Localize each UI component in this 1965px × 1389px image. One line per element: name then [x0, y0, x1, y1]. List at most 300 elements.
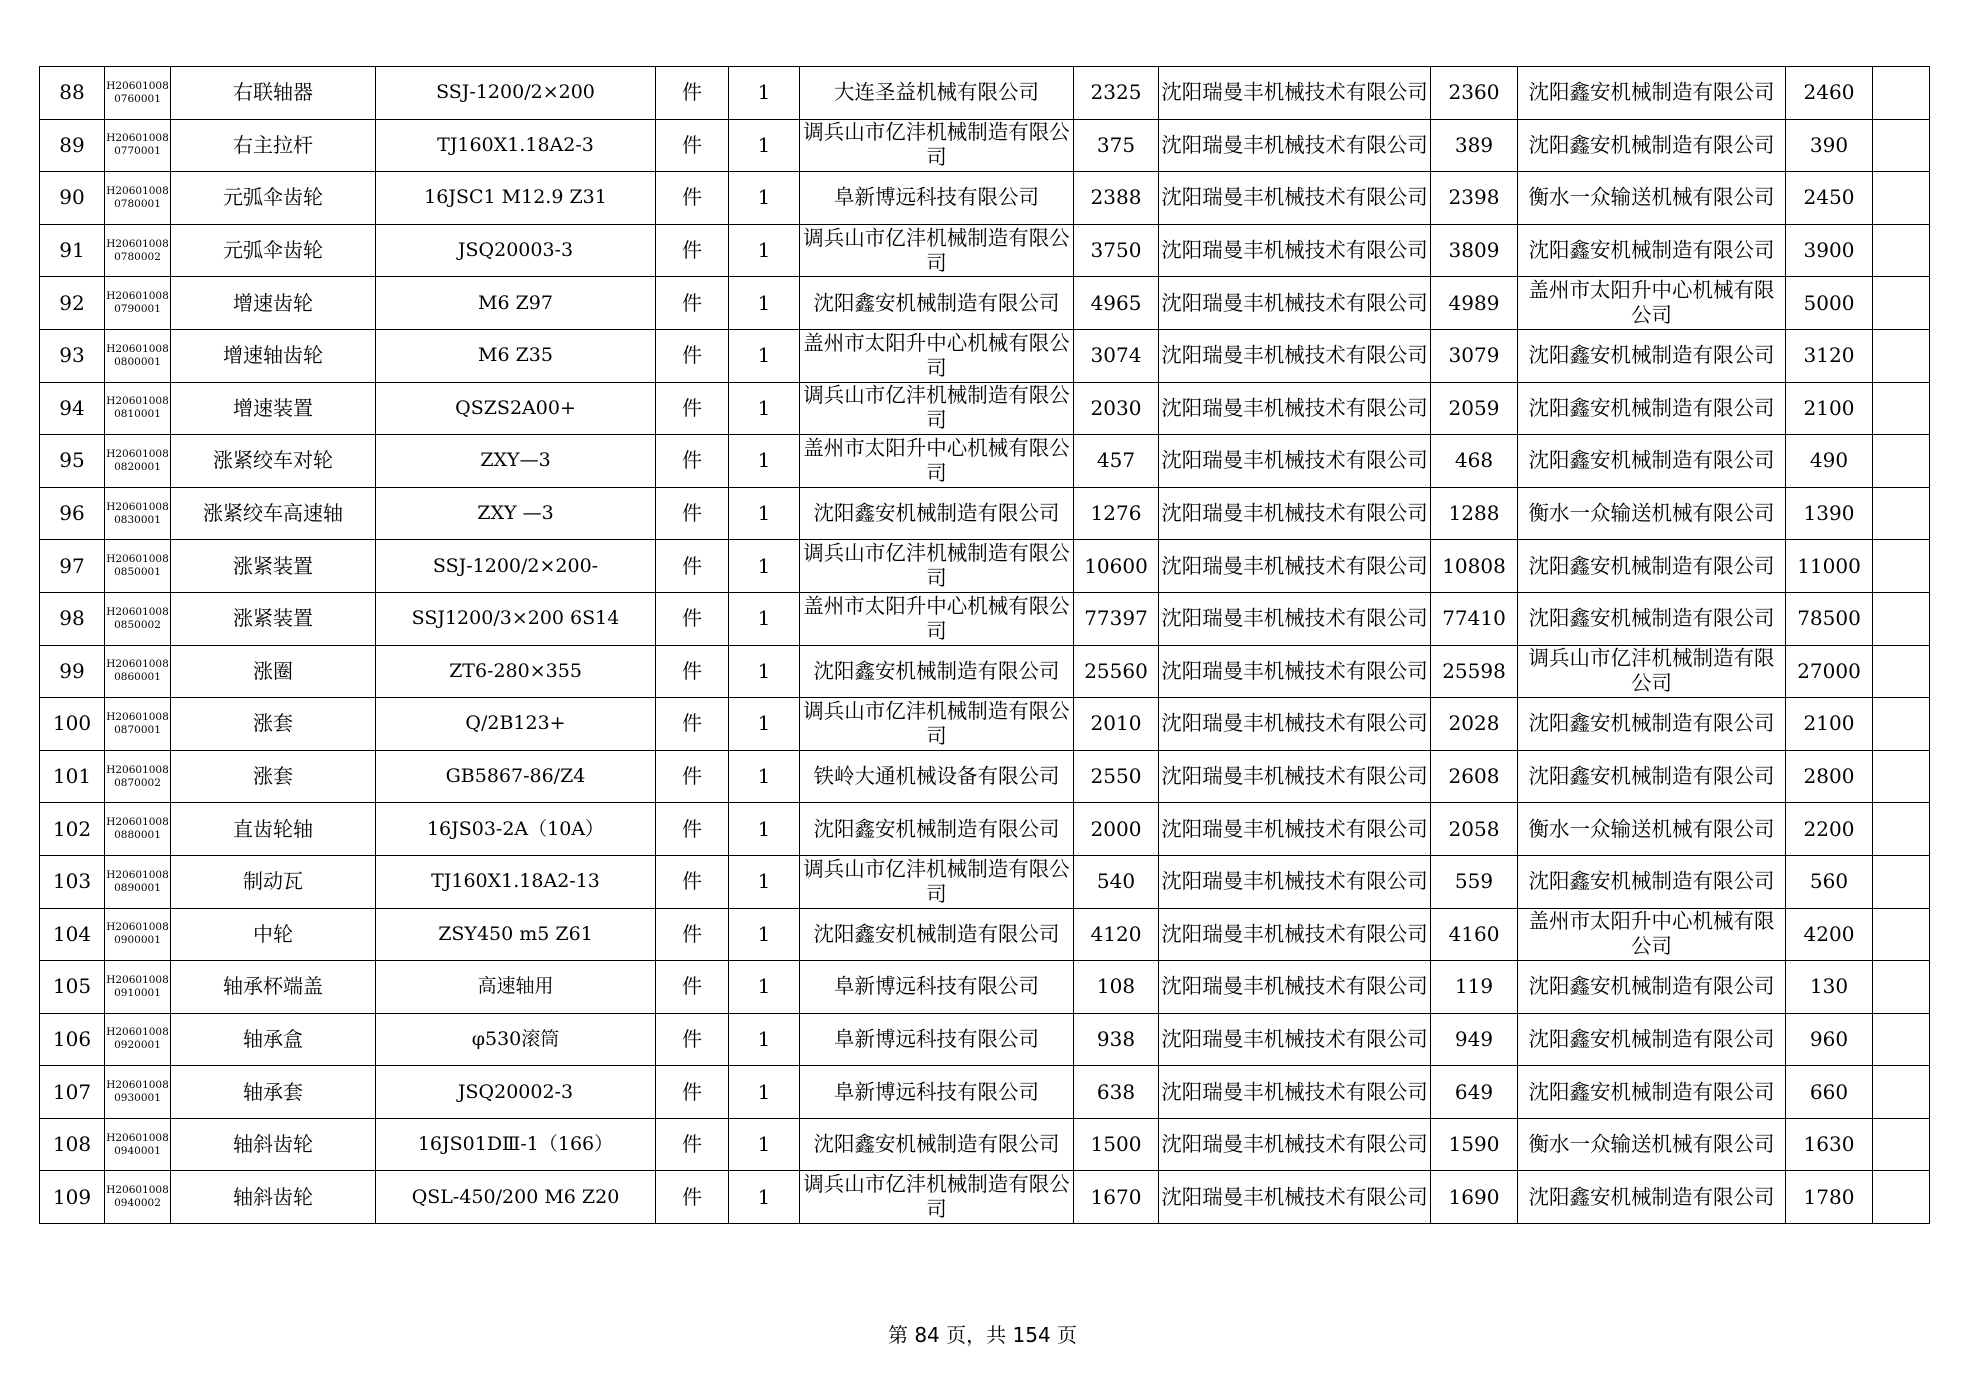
parts-price-table	[39, 66, 1930, 1224]
row-number: 90	[40, 172, 105, 225]
price-2: 1288	[1431, 487, 1518, 540]
price-2: 2028	[1431, 698, 1518, 751]
price-1: 540	[1074, 855, 1159, 908]
supplier-3: 沈阳鑫安机械制造有限公司	[1518, 961, 1786, 1014]
unit: 件	[656, 1118, 729, 1171]
row-number: 93	[40, 329, 105, 382]
unit: 件	[656, 435, 729, 488]
quantity: 1	[729, 329, 800, 382]
price-1: 938	[1074, 1013, 1159, 1066]
part-name: 轴承杯端盖	[171, 961, 376, 1014]
quantity: 1	[729, 855, 800, 908]
part-spec: TJ160X1.18A2-13	[376, 855, 656, 908]
table-row	[40, 329, 1930, 382]
remarks	[1873, 540, 1930, 593]
unit: 件	[656, 1171, 729, 1224]
supplier-1: 调兵山市亿沣机械制造有限公司	[800, 224, 1074, 277]
supplier-3: 沈阳鑫安机械制造有限公司	[1518, 119, 1786, 172]
supplier-1: 盖州市太阳升中心机械有限公司	[800, 329, 1074, 382]
part-name: 右主拉杆	[171, 119, 376, 172]
price-1: 25560	[1074, 645, 1159, 698]
table-row	[40, 961, 1930, 1014]
price-2: 2360	[1431, 67, 1518, 120]
supplier-3: 沈阳鑫安机械制造有限公司	[1518, 1066, 1786, 1119]
unit: 件	[656, 1066, 729, 1119]
price-3: 4200	[1786, 908, 1873, 961]
part-spec: ZT6-280×355	[376, 645, 656, 698]
material-code: H206010080770001	[105, 119, 171, 172]
remarks	[1873, 329, 1930, 382]
price-2: 25598	[1431, 645, 1518, 698]
unit: 件	[656, 224, 729, 277]
price-1: 10600	[1074, 540, 1159, 593]
unit: 件	[656, 119, 729, 172]
price-3: 2800	[1786, 750, 1873, 803]
unit: 件	[656, 487, 729, 540]
row-number: 101	[40, 750, 105, 803]
supplier-3: 衡水一众输送机械有限公司	[1518, 803, 1786, 856]
part-name: 元弧伞齿轮	[171, 224, 376, 277]
table-row	[40, 698, 1930, 751]
part-name: 制动瓦	[171, 855, 376, 908]
table-row	[40, 803, 1930, 856]
table-row	[40, 1066, 1930, 1119]
quantity: 1	[729, 67, 800, 120]
supplier-2: 沈阳瑞曼丰机械技术有限公司	[1159, 855, 1431, 908]
table-row	[40, 1171, 1930, 1224]
part-spec: GB5867-86/Z4	[376, 750, 656, 803]
price-2: 2398	[1431, 172, 1518, 225]
material-code: H206010080930001	[105, 1066, 171, 1119]
part-name: 涨套	[171, 698, 376, 751]
quantity: 1	[729, 540, 800, 593]
supplier-3: 沈阳鑫安机械制造有限公司	[1518, 382, 1786, 435]
remarks	[1873, 961, 1930, 1014]
material-code: H206010080780001	[105, 172, 171, 225]
material-code: H206010080830001	[105, 487, 171, 540]
part-spec: ZSY450 m5 Z61	[376, 908, 656, 961]
material-code: H206010080800001	[105, 329, 171, 382]
supplier-3: 沈阳鑫安机械制造有限公司	[1518, 67, 1786, 120]
supplier-3: 调兵山市亿沣机械制造有限公司	[1518, 645, 1786, 698]
supplier-3: 沈阳鑫安机械制造有限公司	[1518, 224, 1786, 277]
unit: 件	[656, 277, 729, 330]
quantity: 1	[729, 645, 800, 698]
price-2: 2608	[1431, 750, 1518, 803]
price-2: 3079	[1431, 329, 1518, 382]
quantity: 1	[729, 435, 800, 488]
remarks	[1873, 435, 1930, 488]
table-row	[40, 1118, 1930, 1171]
unit: 件	[656, 592, 729, 645]
supplier-2: 沈阳瑞曼丰机械技术有限公司	[1159, 1066, 1431, 1119]
price-3: 11000	[1786, 540, 1873, 593]
part-name: 元弧伞齿轮	[171, 172, 376, 225]
table-row	[40, 67, 1930, 120]
unit: 件	[656, 1013, 729, 1066]
quantity: 1	[729, 382, 800, 435]
supplier-1: 铁岭大通机械设备有限公司	[800, 750, 1074, 803]
unit: 件	[656, 855, 729, 908]
material-code: H206010080880001	[105, 803, 171, 856]
remarks	[1873, 592, 1930, 645]
table-row	[40, 277, 1930, 330]
supplier-3: 盖州市太阳升中心机械有限公司	[1518, 277, 1786, 330]
part-spec: φ530滚筒	[376, 1013, 656, 1066]
supplier-3: 沈阳鑫安机械制造有限公司	[1518, 329, 1786, 382]
quantity: 1	[729, 750, 800, 803]
part-spec: ZXY—3	[376, 435, 656, 488]
supplier-2: 沈阳瑞曼丰机械技术有限公司	[1159, 961, 1431, 1014]
supplier-3: 沈阳鑫安机械制造有限公司	[1518, 750, 1786, 803]
supplier-2: 沈阳瑞曼丰机械技术有限公司	[1159, 1171, 1431, 1224]
price-1: 375	[1074, 119, 1159, 172]
table-row	[40, 119, 1930, 172]
supplier-3: 沈阳鑫安机械制造有限公司	[1518, 435, 1786, 488]
price-2: 4160	[1431, 908, 1518, 961]
price-3: 960	[1786, 1013, 1873, 1066]
price-2: 2059	[1431, 382, 1518, 435]
part-name: 增速装置	[171, 382, 376, 435]
supplier-1: 阜新博远科技有限公司	[800, 961, 1074, 1014]
price-1: 2388	[1074, 172, 1159, 225]
part-name: 增速齿轮	[171, 277, 376, 330]
price-3: 2200	[1786, 803, 1873, 856]
material-code: H206010080900001	[105, 908, 171, 961]
price-1: 1670	[1074, 1171, 1159, 1224]
part-spec: M6 Z35	[376, 329, 656, 382]
supplier-1: 阜新博远科技有限公司	[800, 1013, 1074, 1066]
remarks	[1873, 855, 1930, 908]
supplier-1: 调兵山市亿沣机械制造有限公司	[800, 382, 1074, 435]
part-name: 涨套	[171, 750, 376, 803]
remarks	[1873, 382, 1930, 435]
row-number: 109	[40, 1171, 105, 1224]
material-code: H206010080890001	[105, 855, 171, 908]
price-1: 4120	[1074, 908, 1159, 961]
part-spec: TJ160X1.18A2-3	[376, 119, 656, 172]
price-3: 2450	[1786, 172, 1873, 225]
quantity: 1	[729, 119, 800, 172]
price-3: 27000	[1786, 645, 1873, 698]
part-spec: 16JS03-2A（10A）	[376, 803, 656, 856]
part-spec: SSJ-1200/2×200	[376, 67, 656, 120]
supplier-2: 沈阳瑞曼丰机械技术有限公司	[1159, 119, 1431, 172]
price-1: 638	[1074, 1066, 1159, 1119]
part-spec: JSQ20002-3	[376, 1066, 656, 1119]
part-name: 涨圈	[171, 645, 376, 698]
table-row	[40, 908, 1930, 961]
part-name: 轴斜齿轮	[171, 1171, 376, 1224]
remarks	[1873, 1171, 1930, 1224]
table-row	[40, 1013, 1930, 1066]
material-code: H206010080780002	[105, 224, 171, 277]
unit: 件	[656, 750, 729, 803]
supplier-1: 阜新博远科技有限公司	[800, 1066, 1074, 1119]
row-number: 88	[40, 67, 105, 120]
part-name: 增速轴齿轮	[171, 329, 376, 382]
price-1: 108	[1074, 961, 1159, 1014]
unit: 件	[656, 540, 729, 593]
supplier-1: 调兵山市亿沣机械制造有限公司	[800, 855, 1074, 908]
remarks	[1873, 172, 1930, 225]
remarks	[1873, 487, 1930, 540]
supplier-2: 沈阳瑞曼丰机械技术有限公司	[1159, 435, 1431, 488]
supplier-1: 盖州市太阳升中心机械有限公司	[800, 435, 1074, 488]
price-2: 4989	[1431, 277, 1518, 330]
part-name: 轴承盒	[171, 1013, 376, 1066]
remarks	[1873, 119, 1930, 172]
price-1: 77397	[1074, 592, 1159, 645]
table-row	[40, 592, 1930, 645]
price-2: 389	[1431, 119, 1518, 172]
price-1: 3074	[1074, 329, 1159, 382]
table-row	[40, 224, 1930, 277]
remarks	[1873, 1013, 1930, 1066]
price-3: 78500	[1786, 592, 1873, 645]
unit: 件	[656, 698, 729, 751]
supplier-1: 大连圣益机械有限公司	[800, 67, 1074, 120]
supplier-3: 沈阳鑫安机械制造有限公司	[1518, 592, 1786, 645]
price-3: 2100	[1786, 382, 1873, 435]
part-spec: ZXY —3	[376, 487, 656, 540]
price-2: 649	[1431, 1066, 1518, 1119]
quantity: 1	[729, 592, 800, 645]
supplier-2: 沈阳瑞曼丰机械技术有限公司	[1159, 1013, 1431, 1066]
supplier-3: 沈阳鑫安机械制造有限公司	[1518, 1171, 1786, 1224]
material-code: H206010080940002	[105, 1171, 171, 1224]
unit: 件	[656, 382, 729, 435]
unit: 件	[656, 908, 729, 961]
table-row	[40, 855, 1930, 908]
material-code: H206010080870002	[105, 750, 171, 803]
row-number: 94	[40, 382, 105, 435]
material-code: H206010080850001	[105, 540, 171, 593]
table-row	[40, 540, 1930, 593]
price-3: 1390	[1786, 487, 1873, 540]
part-spec: SSJ1200/3×200 6S14	[376, 592, 656, 645]
quantity: 1	[729, 961, 800, 1014]
material-code: H206010080810001	[105, 382, 171, 435]
row-number: 91	[40, 224, 105, 277]
unit: 件	[656, 329, 729, 382]
remarks	[1873, 908, 1930, 961]
material-code: H206010080920001	[105, 1013, 171, 1066]
part-name: 中轮	[171, 908, 376, 961]
price-1: 2550	[1074, 750, 1159, 803]
supplier-1: 调兵山市亿沣机械制造有限公司	[800, 1171, 1074, 1224]
supplier-2: 沈阳瑞曼丰机械技术有限公司	[1159, 540, 1431, 593]
price-2: 559	[1431, 855, 1518, 908]
remarks	[1873, 67, 1930, 120]
row-number: 107	[40, 1066, 105, 1119]
part-name: 涨紧绞车高速轴	[171, 487, 376, 540]
supplier-3: 沈阳鑫安机械制造有限公司	[1518, 1013, 1786, 1066]
row-number: 108	[40, 1118, 105, 1171]
remarks	[1873, 224, 1930, 277]
table-row	[40, 382, 1930, 435]
part-spec: QSZS2A00+	[376, 382, 656, 435]
quantity: 1	[729, 908, 800, 961]
supplier-2: 沈阳瑞曼丰机械技术有限公司	[1159, 172, 1431, 225]
supplier-1: 调兵山市亿沣机械制造有限公司	[800, 540, 1074, 593]
part-name: 涨紧装置	[171, 592, 376, 645]
supplier-2: 沈阳瑞曼丰机械技术有限公司	[1159, 487, 1431, 540]
supplier-2: 沈阳瑞曼丰机械技术有限公司	[1159, 382, 1431, 435]
row-number: 99	[40, 645, 105, 698]
part-spec: 16JSC1 M12.9 Z31	[376, 172, 656, 225]
quantity: 1	[729, 277, 800, 330]
supplier-1: 沈阳鑫安机械制造有限公司	[800, 645, 1074, 698]
remarks	[1873, 803, 1930, 856]
row-number: 96	[40, 487, 105, 540]
row-number: 104	[40, 908, 105, 961]
part-spec: 高速轴用	[376, 961, 656, 1014]
supplier-2: 沈阳瑞曼丰机械技术有限公司	[1159, 277, 1431, 330]
price-1: 2010	[1074, 698, 1159, 751]
supplier-3: 沈阳鑫安机械制造有限公司	[1518, 540, 1786, 593]
table-row	[40, 645, 1930, 698]
price-3: 3900	[1786, 224, 1873, 277]
price-1: 4965	[1074, 277, 1159, 330]
supplier-3: 衡水一众输送机械有限公司	[1518, 487, 1786, 540]
quantity: 1	[729, 224, 800, 277]
price-1: 2000	[1074, 803, 1159, 856]
supplier-1: 沈阳鑫安机械制造有限公司	[800, 908, 1074, 961]
price-2: 949	[1431, 1013, 1518, 1066]
supplier-3: 盖州市太阳升中心机械有限公司	[1518, 908, 1786, 961]
row-number: 92	[40, 277, 105, 330]
part-spec: QSL-450/200 M6 Z20	[376, 1171, 656, 1224]
supplier-2: 沈阳瑞曼丰机械技术有限公司	[1159, 908, 1431, 961]
supplier-3: 衡水一众输送机械有限公司	[1518, 172, 1786, 225]
remarks	[1873, 750, 1930, 803]
table-row	[40, 750, 1930, 803]
row-number: 98	[40, 592, 105, 645]
supplier-1: 沈阳鑫安机械制造有限公司	[800, 1118, 1074, 1171]
part-name: 涨紧装置	[171, 540, 376, 593]
quantity: 1	[729, 1066, 800, 1119]
price-2: 468	[1431, 435, 1518, 488]
supplier-2: 沈阳瑞曼丰机械技术有限公司	[1159, 750, 1431, 803]
supplier-1: 盖州市太阳升中心机械有限公司	[800, 592, 1074, 645]
quantity: 1	[729, 487, 800, 540]
price-1: 1500	[1074, 1118, 1159, 1171]
supplier-1: 调兵山市亿沣机械制造有限公司	[800, 119, 1074, 172]
row-number: 102	[40, 803, 105, 856]
supplier-2: 沈阳瑞曼丰机械技术有限公司	[1159, 592, 1431, 645]
price-3: 5000	[1786, 277, 1873, 330]
price-2: 77410	[1431, 592, 1518, 645]
row-number: 100	[40, 698, 105, 751]
supplier-2: 沈阳瑞曼丰机械技术有限公司	[1159, 645, 1431, 698]
price-3: 560	[1786, 855, 1873, 908]
price-3: 2460	[1786, 67, 1873, 120]
price-3: 490	[1786, 435, 1873, 488]
material-code: H206010080850002	[105, 592, 171, 645]
price-3: 1630	[1786, 1118, 1873, 1171]
unit: 件	[656, 67, 729, 120]
remarks	[1873, 698, 1930, 751]
material-code: H206010080940001	[105, 1118, 171, 1171]
price-1: 1276	[1074, 487, 1159, 540]
unit: 件	[656, 172, 729, 225]
unit: 件	[656, 803, 729, 856]
page-footer: 第 84 页，共 154 页	[887, 1323, 1078, 1347]
part-name: 轴承套	[171, 1066, 376, 1119]
supplier-1: 沈阳鑫安机械制造有限公司	[800, 277, 1074, 330]
supplier-2: 沈阳瑞曼丰机械技术有限公司	[1159, 224, 1431, 277]
price-1: 2030	[1074, 382, 1159, 435]
price-3: 1780	[1786, 1171, 1873, 1224]
part-spec: 16JS01DⅢ-1（166）	[376, 1118, 656, 1171]
material-code: H206010080910001	[105, 961, 171, 1014]
table-row	[40, 435, 1930, 488]
unit: 件	[656, 645, 729, 698]
quantity: 1	[729, 1171, 800, 1224]
row-number: 106	[40, 1013, 105, 1066]
quantity: 1	[729, 172, 800, 225]
part-name: 右联轴器	[171, 67, 376, 120]
price-1: 2325	[1074, 67, 1159, 120]
price-2: 3809	[1431, 224, 1518, 277]
supplier-2: 沈阳瑞曼丰机械技术有限公司	[1159, 329, 1431, 382]
supplier-2: 沈阳瑞曼丰机械技术有限公司	[1159, 803, 1431, 856]
price-1: 457	[1074, 435, 1159, 488]
supplier-2: 沈阳瑞曼丰机械技术有限公司	[1159, 67, 1431, 120]
material-code: H206010080760001	[105, 67, 171, 120]
material-code: H206010080820001	[105, 435, 171, 488]
remarks	[1873, 1118, 1930, 1171]
price-3: 660	[1786, 1066, 1873, 1119]
remarks	[1873, 1066, 1930, 1119]
material-code: H206010080870001	[105, 698, 171, 751]
supplier-2: 沈阳瑞曼丰机械技术有限公司	[1159, 698, 1431, 751]
quantity: 1	[729, 803, 800, 856]
row-number: 103	[40, 855, 105, 908]
part-spec: SSJ-1200/2×200-	[376, 540, 656, 593]
supplier-3: 沈阳鑫安机械制造有限公司	[1518, 855, 1786, 908]
supplier-1: 沈阳鑫安机械制造有限公司	[800, 803, 1074, 856]
supplier-1: 调兵山市亿沣机械制造有限公司	[800, 698, 1074, 751]
quantity: 1	[729, 1118, 800, 1171]
material-code: H206010080860001	[105, 645, 171, 698]
quantity: 1	[729, 1013, 800, 1066]
part-name: 直齿轮轴	[171, 803, 376, 856]
price-3: 2100	[1786, 698, 1873, 751]
part-spec: JSQ20003-3	[376, 224, 656, 277]
supplier-1: 阜新博远科技有限公司	[800, 172, 1074, 225]
price-2: 1590	[1431, 1118, 1518, 1171]
table-row	[40, 172, 1930, 225]
remarks	[1873, 277, 1930, 330]
row-number: 97	[40, 540, 105, 593]
price-2: 10808	[1431, 540, 1518, 593]
part-spec: M6 Z97	[376, 277, 656, 330]
supplier-2: 沈阳瑞曼丰机械技术有限公司	[1159, 1118, 1431, 1171]
row-number: 105	[40, 961, 105, 1014]
row-number: 89	[40, 119, 105, 172]
unit: 件	[656, 961, 729, 1014]
supplier-1: 沈阳鑫安机械制造有限公司	[800, 487, 1074, 540]
remarks	[1873, 645, 1930, 698]
row-number: 95	[40, 435, 105, 488]
supplier-3: 沈阳鑫安机械制造有限公司	[1518, 698, 1786, 751]
supplier-3: 衡水一众输送机械有限公司	[1518, 1118, 1786, 1171]
price-3: 130	[1786, 961, 1873, 1014]
part-spec: Q/2B123+	[376, 698, 656, 751]
part-name: 涨紧绞车对轮	[171, 435, 376, 488]
